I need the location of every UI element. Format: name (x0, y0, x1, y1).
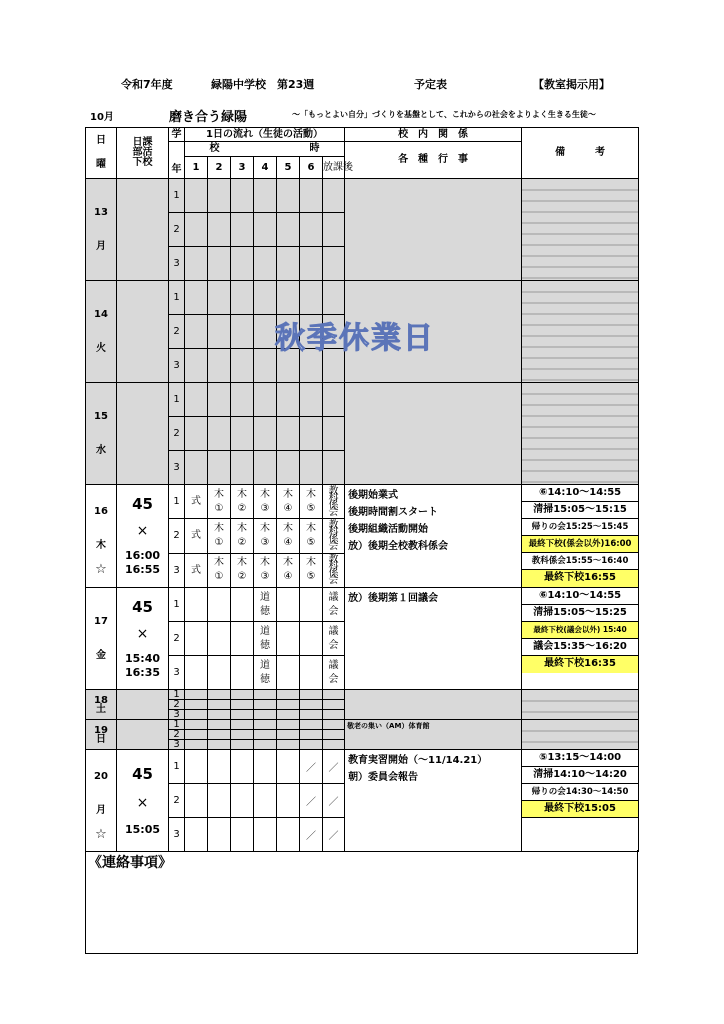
day-18-events (345, 690, 522, 720)
day-13-nikka (117, 179, 169, 281)
day-20-label: 20 月 ☆ (86, 750, 117, 852)
moku-cell: 木 ① (208, 485, 231, 519)
header-line (0, 76, 724, 92)
grade-cell: 1 (169, 588, 185, 622)
period-6: 6 (300, 157, 323, 179)
period-after: 放課後 (323, 157, 345, 179)
note: 教科係会15:55～16:40 (522, 553, 638, 570)
grade-cell: 1 (169, 750, 185, 784)
header-gaku: 学 (169, 128, 185, 142)
grade-cell: 3 (169, 247, 185, 281)
note: ⑥14:10～14:55 (522, 588, 638, 605)
day-16-label: 16 木 ☆ (86, 485, 117, 588)
schedule-table: 日 曜 日課 部活 下校 学 1日の流れ（生徒の活動） 校 内 関 係 備 考 年 校 時 各 種 行 事 1 2 3 4 5 6 放課後 13 月 1 2 3 14 火 1 2 3 15 水 1 2 3 16 木 ☆ 45 × 16:00 16:55 1 式 木 ① 木 ② 木 ③ 木 ④ 木 ⑤ 教科係会 後期始業式 後期時間割スタート 後期組織活動開始 放）後期全校教科係会 ⑥14:10～14:55 清掃15:05～15:15 帰りの会15:25～15:45 最終下校(係会以外)16:00 教科係会15:55～16:40 最終下校16:55 2 式 木 ① 木 ② 木 ③ 木 ④ 木 ⑤ 教科係会 3 式 木 ① 木 ② 木 ③ 木 ④ 木 ⑤ 教科係会 17 金 45 × 15:40 16:35 1 道 徳 議 会 放）後期第１回議会 ⑥14:10～14:55 清掃15:05～15:25 最終下校(議会以外) 15:40 議会15:35～16:20 最終下校16:35 2 道 徳 議 会 3 道 徳 議 会 18 土 1 2 3 19 日 1 敬老の集い（AM）体育館 2 3 20 月 ☆ 45 × 15:05 1 ／ ／ 教育実習開始（～11/14.21） 朝）委員会報告 ⑤13:15～14:00 清掃14:10～14:20 帰りの会14:30～14:50 最終下校15:05 2 ／ ／ 3 ／ ／ (85, 127, 639, 852)
note-highlight: 最終下校15:05 (522, 801, 638, 818)
day-15-label: 15 水 (86, 383, 117, 485)
day-14-remarks (522, 281, 639, 383)
fiscal-year: 令和7年度 (121, 78, 173, 91)
day-20-remarks (522, 750, 639, 852)
note-highlight: 最終下校(議会以外) 15:40 (522, 622, 638, 639)
contact-title: 《連絡事項》 (88, 855, 172, 871)
grade-cell: 1 (169, 485, 185, 519)
day-15-remarks (522, 383, 639, 485)
grade-cell: 3 (169, 553, 185, 587)
note: 帰りの会15:25～15:45 (522, 519, 638, 536)
header-nikka: 日課 部活 下校 (117, 128, 169, 179)
header-school-rel: 校 内 関 係 (345, 128, 522, 142)
grade-cell: 2 (169, 417, 185, 451)
note: 議会15:35～16:20 (522, 639, 638, 656)
period-5: 5 (277, 157, 300, 179)
header-remarks: 備 考 (522, 128, 639, 179)
period-2: 2 (208, 157, 231, 179)
day-13-remarks (522, 179, 639, 281)
day-19-label: 19 日 (86, 720, 117, 750)
day-20-events: 教育実習開始（～11/14.21） 朝）委員会報告 (345, 750, 522, 852)
grade-cell: 1 (169, 281, 185, 315)
gikai-cell: 議 会 (323, 588, 345, 622)
day-19-remarks (522, 720, 639, 750)
grade-cell: 2 (169, 784, 185, 818)
day-15-nikka (117, 383, 169, 485)
day-15-events (345, 383, 522, 485)
school-motto: 磨き合う緑陽 (169, 110, 248, 125)
day-19-events: 敬老の集い（AM）体育館 (345, 720, 522, 750)
week-number: 第23週 (277, 78, 315, 91)
day-17-remarks (522, 588, 639, 690)
contact-section (85, 850, 638, 954)
grade-cell: 3 (169, 656, 185, 690)
school-theme: ～「もっとよい自分」づくりを基盤として、これからの社会をよりよく生きる生徒～ (292, 110, 596, 119)
header-day: 日 曜 (86, 128, 117, 179)
note: ⑤13:15～14:00 (522, 750, 638, 767)
grade-cell: 2 (169, 519, 185, 553)
period-4: 4 (254, 157, 277, 179)
header-kouji: 校 時 (185, 142, 345, 157)
day-17-label: 17 金 (86, 588, 117, 690)
note-highlight: 最終下校(係会以外)16:00 (522, 536, 638, 553)
grade-cell: 1 (169, 383, 185, 417)
note: 清掃14:10～14:20 (522, 767, 638, 784)
period-1: 1 (185, 157, 208, 179)
day-17-events: 放）後期第１回議会 (345, 588, 522, 690)
day-20-nikka: 45 × 15:05 (117, 750, 169, 852)
ceremony-cell: 式 (185, 485, 208, 519)
day-18-label: 18 土 (86, 690, 117, 720)
school-name: 緑陽中学校 (211, 78, 266, 91)
note-highlight: 最終下校16:55 (522, 570, 638, 587)
day-18-remarks (522, 690, 639, 720)
header-events: 各 種 行 事 (345, 142, 522, 179)
note: 清掃15:05～15:15 (522, 502, 638, 519)
month-label: 10月 (90, 112, 114, 123)
day-16-remarks (522, 485, 639, 588)
grade-cell: 3 (169, 451, 185, 485)
day-16-events: 後期始業式 後期時間割スタート 後期組織活動開始 放）後期全校教科係会 (345, 485, 522, 588)
doc-title: 予定表 (414, 78, 447, 91)
day-17-nikka: 45 × 15:40 16:35 (117, 588, 169, 690)
grade-cell: 2 (169, 315, 185, 349)
header-nen: 年 (169, 142, 185, 179)
holiday-watermark: 秋季休業日 (275, 321, 435, 356)
day-14-label: 14 火 (86, 281, 117, 383)
note: ⑥14:10～14:55 (522, 485, 638, 502)
day-13-label: 13 月 (86, 179, 117, 281)
grade-cell: 3 (169, 349, 185, 383)
note: 清掃15:05～15:25 (522, 605, 638, 622)
note-highlight: 最終下校16:35 (522, 656, 638, 673)
grade-cell: 2 (169, 213, 185, 247)
day-13-events (345, 179, 522, 281)
header-flow: 1日の流れ（生徒の活動） (185, 128, 345, 142)
grade-cell: 1 (169, 179, 185, 213)
note: 帰りの会14:30～14:50 (522, 784, 638, 801)
day-14-nikka (117, 281, 169, 383)
sub-line (0, 106, 724, 125)
doutoku-cell: 道 徳 (254, 588, 277, 622)
kyouka-cell: 教科係会 (323, 485, 345, 519)
posting-label: 【教室掲示用】 (533, 78, 610, 91)
day-16-nikka: 45 × 16:00 16:55 (117, 485, 169, 588)
grade-cell: 3 (169, 818, 185, 852)
period-3: 3 (231, 157, 254, 179)
grade-cell: 2 (169, 622, 185, 656)
